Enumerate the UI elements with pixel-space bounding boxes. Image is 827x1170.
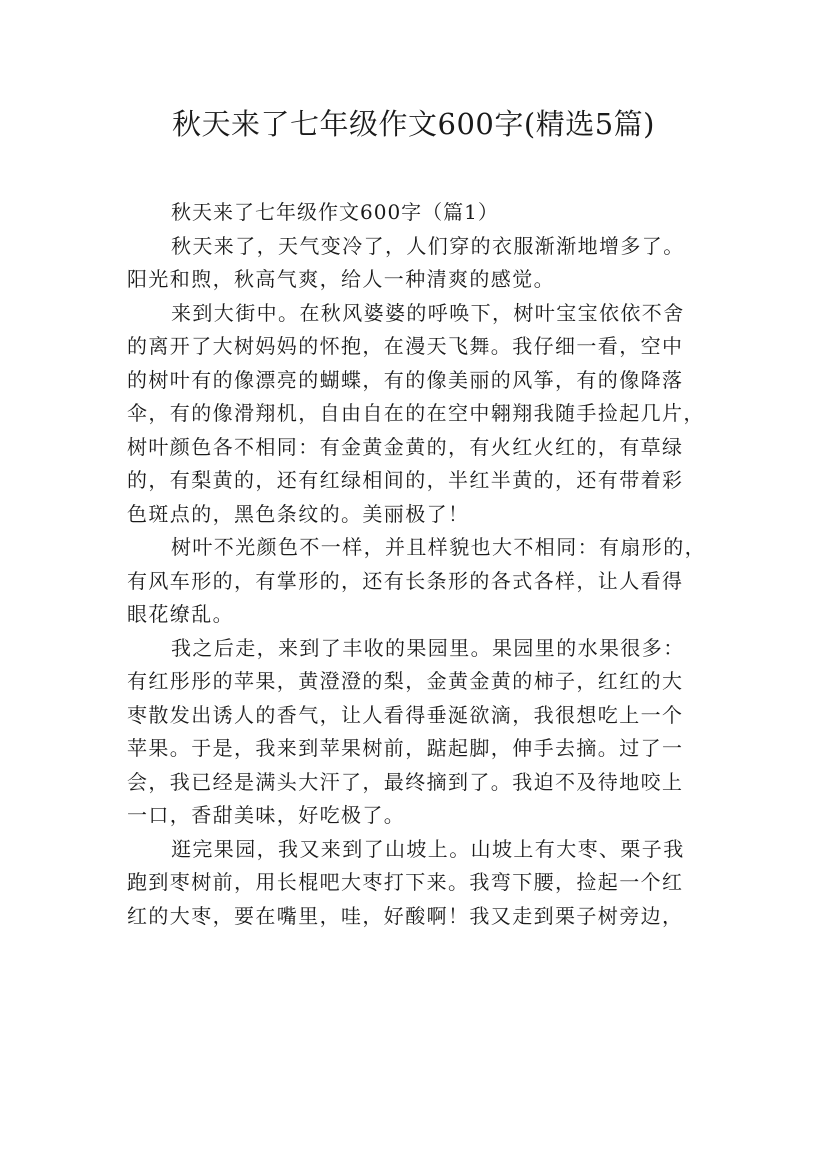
paragraph-line: 秋天来了，天气变冷了，人们穿的衣服渐渐地增多了。 xyxy=(171,233,685,258)
paragraph-line: 树叶颜色各不相同：有金黄金黄的，有火红火红的，有草绿 xyxy=(127,434,684,459)
paragraph-line: 色斑点的，黑色条纹的。美丽极了！ xyxy=(127,501,470,526)
paragraph-line: 伞，有的像滑翔机，自由自在的在空中翱翔我随手捡起几片， xyxy=(127,401,705,425)
document-body xyxy=(127,196,717,933)
paragraph-line: 阳光和煦，秋高气爽，给人一种清爽的感觉。 xyxy=(127,267,555,291)
paragraph-line: 的树叶有的像漂亮的蝴蝶，有的像美丽的风筝，有的像降落 xyxy=(127,367,684,392)
paragraph-line: 我之后走，来到了丰收的果园里。果园里的水果很多： xyxy=(171,635,685,660)
paragraph-line: 树叶不光颜色不一样，并且样貌也大不相同：有扇形的， xyxy=(171,535,706,559)
paragraph-line: 的，有梨黄的，还有红绿相间的，半红半黄的，还有带着彩 xyxy=(127,468,684,492)
paragraph-line: 有风车形的，有掌形的，还有长条形的各式各样，让人看得 xyxy=(127,568,684,593)
paragraph-line: 眼花缭乱。 xyxy=(127,602,234,626)
section-heading: 秋天来了七年级作文600字（篇1） xyxy=(171,200,499,224)
paragraph-line: 苹果。于是，我来到苹果树前，踮起脚，伸手去摘。过了一 xyxy=(127,736,684,760)
paragraph-line: 来到大街中。在秋风婆婆的呼唤下，树叶宝宝依依不舍 xyxy=(171,300,685,325)
paragraph-line: 跑到枣树前，用长棍吧大枣打下来。我弯下腰，捡起一个红 xyxy=(127,870,684,894)
paragraph-line: 的离开了大树妈妈的怀抱，在漫天飞舞。我仔细一看，空中 xyxy=(127,334,684,358)
paragraph-line: 有红彤彤的苹果，黄澄澄的梨，金黄金黄的柿子，红红的大 xyxy=(127,669,684,693)
paragraph-line: 枣散发出诱人的香气，让人看得垂涎欲滴，我很想吃上一个 xyxy=(127,702,684,727)
document-title: 秋天来了七年级作文600字(精选5篇) xyxy=(172,107,655,141)
paragraph-line: 逛完果园，我又来到了山坡上。山坡上有大枣、栗子我 xyxy=(171,836,685,861)
paragraph-line: 会，我已经是满头大汗了，最终摘到了。我迫不及待地咬上 xyxy=(127,769,684,794)
paragraph-line: 红的大枣，要在嘴里，哇，好酸啊！我又走到栗子树旁边， xyxy=(127,903,684,928)
paragraph-line: 一口，香甜美味，好吃极了。 xyxy=(127,803,406,827)
